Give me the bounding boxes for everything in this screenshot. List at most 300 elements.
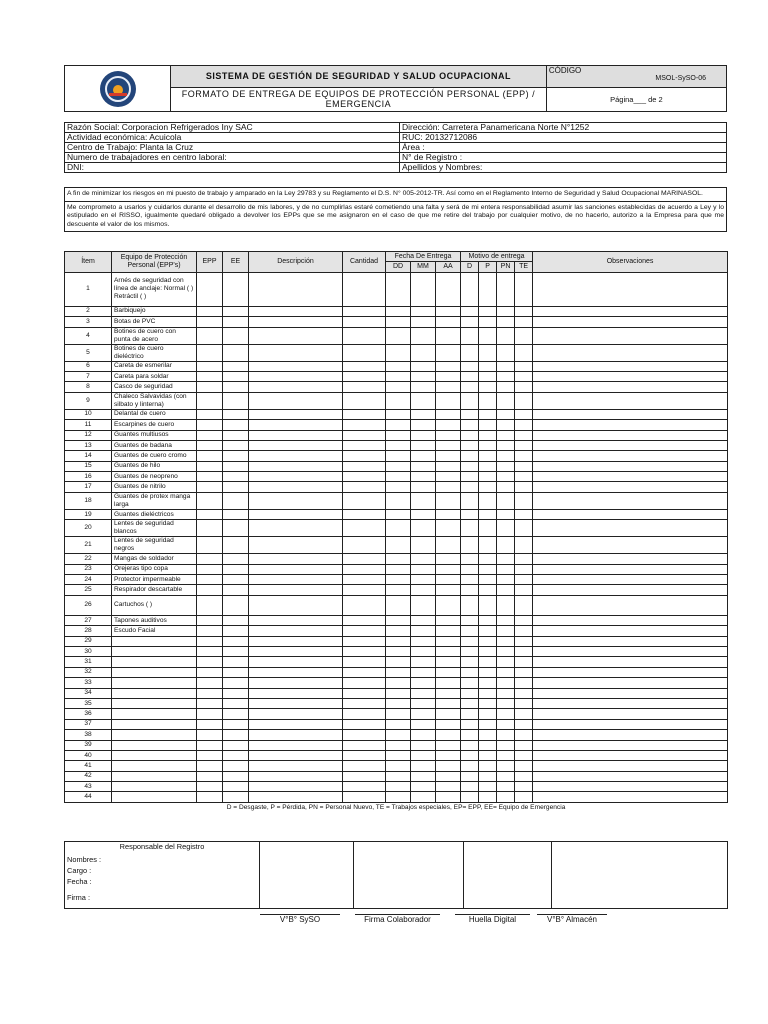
row-input-cell[interactable] [436, 509, 461, 519]
row-input-cell[interactable] [249, 782, 343, 792]
row-input-cell[interactable] [411, 430, 436, 440]
row-input-cell[interactable] [386, 492, 411, 509]
row-input-cell[interactable] [461, 678, 479, 688]
row-input-cell[interactable] [411, 646, 436, 656]
row-input-cell[interactable] [249, 430, 343, 440]
row-input-cell[interactable] [533, 678, 728, 688]
row-input-cell[interactable] [249, 440, 343, 450]
row-input-cell[interactable] [533, 646, 728, 656]
row-input-cell[interactable] [223, 709, 249, 719]
row-input-cell[interactable] [197, 327, 223, 344]
row-input-cell[interactable] [223, 492, 249, 509]
row-input-cell[interactable] [386, 575, 411, 585]
row-input-cell[interactable] [497, 361, 515, 371]
row-input-cell[interactable] [461, 306, 479, 316]
row-input-cell[interactable] [497, 688, 515, 698]
row-input-cell[interactable] [249, 585, 343, 595]
row-input-cell[interactable] [223, 537, 249, 554]
row-input-cell[interactable] [411, 306, 436, 316]
row-input-cell[interactable] [533, 792, 728, 802]
row-input-cell[interactable] [223, 792, 249, 802]
row-input-cell[interactable] [461, 327, 479, 344]
row-input-cell[interactable] [436, 371, 461, 381]
row-input-cell[interactable] [386, 382, 411, 392]
row-input-cell[interactable] [533, 719, 728, 729]
row-input-cell[interactable] [411, 595, 436, 615]
row-input-cell[interactable] [197, 451, 223, 461]
row-input-cell[interactable] [411, 688, 436, 698]
row-input-cell[interactable] [197, 740, 223, 750]
row-input-cell[interactable] [436, 636, 461, 646]
row-input-cell[interactable] [479, 440, 497, 450]
row-input-cell[interactable] [461, 492, 479, 509]
row-input-cell[interactable] [515, 626, 533, 636]
row-input-cell[interactable] [249, 392, 343, 409]
row-input-cell[interactable] [479, 430, 497, 440]
row-input-cell[interactable] [497, 730, 515, 740]
row-input-cell[interactable] [223, 420, 249, 430]
row-input-cell[interactable] [223, 344, 249, 361]
row-input-cell[interactable] [461, 636, 479, 646]
row-input-cell[interactable] [249, 472, 343, 482]
row-input-cell[interactable] [343, 792, 386, 802]
row-input-cell[interactable] [515, 430, 533, 440]
row-input-cell[interactable] [411, 537, 436, 554]
row-input-cell[interactable] [461, 461, 479, 471]
row-input-cell[interactable] [533, 564, 728, 574]
row-input-cell[interactable] [515, 327, 533, 344]
row-input-cell[interactable] [197, 626, 223, 636]
row-input-cell[interactable] [461, 688, 479, 698]
row-input-cell[interactable] [533, 667, 728, 677]
row-input-cell[interactable] [386, 709, 411, 719]
row-input-cell[interactable] [249, 327, 343, 344]
cargo-field[interactable]: Cargo : [67, 866, 92, 875]
row-input-cell[interactable] [249, 564, 343, 574]
row-input-cell[interactable] [533, 392, 728, 409]
row-input-cell[interactable] [386, 730, 411, 740]
row-input-cell[interactable] [223, 782, 249, 792]
row-input-cell[interactable] [223, 509, 249, 519]
row-input-cell[interactable] [249, 492, 343, 509]
row-input-cell[interactable] [497, 472, 515, 482]
row-input-cell[interactable] [515, 575, 533, 585]
row-input-cell[interactable] [533, 595, 728, 615]
row-input-cell[interactable] [479, 698, 497, 708]
row-input-cell[interactable] [461, 392, 479, 409]
row-input-cell[interactable] [515, 792, 533, 802]
row-input-cell[interactable] [479, 709, 497, 719]
row-input-cell[interactable] [461, 420, 479, 430]
row-input-cell[interactable] [497, 420, 515, 430]
row-input-cell[interactable] [197, 615, 223, 625]
row-input-cell[interactable] [197, 792, 223, 802]
row-input-cell[interactable] [461, 646, 479, 656]
row-input-cell[interactable] [497, 382, 515, 392]
row-input-cell[interactable] [223, 575, 249, 585]
row-input-cell[interactable] [223, 554, 249, 564]
row-input-cell[interactable] [386, 344, 411, 361]
row-input-cell[interactable] [497, 615, 515, 625]
row-input-cell[interactable] [461, 698, 479, 708]
row-input-cell[interactable] [411, 520, 436, 537]
row-input-cell[interactable] [533, 361, 728, 371]
row-input-cell[interactable] [386, 409, 411, 419]
row-input-cell[interactable] [436, 451, 461, 461]
row-input-cell[interactable] [249, 771, 343, 781]
row-input-cell[interactable] [223, 585, 249, 595]
row-input-cell[interactable] [223, 564, 249, 574]
row-input-cell[interactable] [479, 461, 497, 471]
row-input-cell[interactable] [249, 678, 343, 688]
row-input-cell[interactable] [386, 761, 411, 771]
row-input-cell[interactable] [411, 392, 436, 409]
row-input-cell[interactable] [411, 709, 436, 719]
row-input-cell[interactable] [515, 636, 533, 646]
row-input-cell[interactable] [223, 698, 249, 708]
row-input-cell[interactable] [436, 730, 461, 740]
row-input-cell[interactable] [533, 750, 728, 760]
row-input-cell[interactable] [461, 761, 479, 771]
row-input-cell[interactable] [436, 440, 461, 450]
row-input-cell[interactable] [533, 272, 728, 306]
row-input-cell[interactable] [249, 636, 343, 646]
row-input-cell[interactable] [533, 306, 728, 316]
row-input-cell[interactable] [197, 272, 223, 306]
row-input-cell[interactable] [461, 595, 479, 615]
row-input-cell[interactable] [223, 392, 249, 409]
row-input-cell[interactable] [479, 451, 497, 461]
row-input-cell[interactable] [461, 782, 479, 792]
row-input-cell[interactable] [343, 657, 386, 667]
row-input-cell[interactable] [411, 472, 436, 482]
row-input-cell[interactable] [479, 482, 497, 492]
row-input-cell[interactable] [343, 782, 386, 792]
row-input-cell[interactable] [436, 615, 461, 625]
row-input-cell[interactable] [515, 472, 533, 482]
row-input-cell[interactable] [479, 771, 497, 781]
row-input-cell[interactable] [197, 420, 223, 430]
row-input-cell[interactable] [479, 636, 497, 646]
row-input-cell[interactable] [461, 740, 479, 750]
row-input-cell[interactable] [461, 430, 479, 440]
row-input-cell[interactable] [479, 761, 497, 771]
row-input-cell[interactable] [436, 361, 461, 371]
row-input-cell[interactable] [197, 371, 223, 381]
row-input-cell[interactable] [497, 272, 515, 306]
row-input-cell[interactable] [497, 750, 515, 760]
row-input-cell[interactable] [223, 719, 249, 729]
row-input-cell[interactable] [515, 306, 533, 316]
row-input-cell[interactable] [411, 667, 436, 677]
row-input-cell[interactable] [515, 615, 533, 625]
row-input-cell[interactable] [223, 730, 249, 740]
row-input-cell[interactable] [515, 344, 533, 361]
row-input-cell[interactable] [249, 409, 343, 419]
row-input-cell[interactable] [249, 317, 343, 327]
row-input-cell[interactable] [223, 678, 249, 688]
row-input-cell[interactable] [343, 585, 386, 595]
row-input-cell[interactable] [436, 537, 461, 554]
row-input-cell[interactable] [497, 585, 515, 595]
row-input-cell[interactable] [461, 719, 479, 729]
row-input-cell[interactable] [197, 382, 223, 392]
row-input-cell[interactable] [249, 761, 343, 771]
row-input-cell[interactable] [436, 657, 461, 667]
row-input-cell[interactable] [515, 709, 533, 719]
row-input-cell[interactable] [386, 509, 411, 519]
row-input-cell[interactable] [436, 750, 461, 760]
row-input-cell[interactable] [497, 595, 515, 615]
row-input-cell[interactable] [497, 482, 515, 492]
row-input-cell[interactable] [411, 719, 436, 729]
row-input-cell[interactable] [411, 371, 436, 381]
row-input-cell[interactable] [197, 392, 223, 409]
row-input-cell[interactable] [479, 272, 497, 306]
row-input-cell[interactable] [515, 585, 533, 595]
row-input-cell[interactable] [223, 771, 249, 781]
row-input-cell[interactable] [223, 451, 249, 461]
row-input-cell[interactable] [343, 382, 386, 392]
row-input-cell[interactable] [343, 520, 386, 537]
row-input-cell[interactable] [249, 509, 343, 519]
row-input-cell[interactable] [436, 667, 461, 677]
row-input-cell[interactable] [479, 420, 497, 430]
row-input-cell[interactable] [497, 636, 515, 646]
row-input-cell[interactable] [249, 750, 343, 760]
row-input-cell[interactable] [515, 440, 533, 450]
row-input-cell[interactable] [343, 409, 386, 419]
row-input-cell[interactable] [343, 472, 386, 482]
row-input-cell[interactable] [386, 792, 411, 802]
row-input-cell[interactable] [461, 520, 479, 537]
row-input-cell[interactable] [515, 782, 533, 792]
row-input-cell[interactable] [386, 537, 411, 554]
row-input-cell[interactable] [533, 492, 728, 509]
row-input-cell[interactable] [411, 636, 436, 646]
row-input-cell[interactable] [515, 392, 533, 409]
row-input-cell[interactable] [479, 626, 497, 636]
row-input-cell[interactable] [197, 564, 223, 574]
row-input-cell[interactable] [386, 719, 411, 729]
row-input-cell[interactable] [343, 327, 386, 344]
row-input-cell[interactable] [249, 646, 343, 656]
row-input-cell[interactable] [497, 709, 515, 719]
row-input-cell[interactable] [386, 750, 411, 760]
row-input-cell[interactable] [223, 750, 249, 760]
row-input-cell[interactable] [386, 636, 411, 646]
row-input-cell[interactable] [343, 667, 386, 677]
row-input-cell[interactable] [343, 344, 386, 361]
row-input-cell[interactable] [497, 520, 515, 537]
row-input-cell[interactable] [197, 409, 223, 419]
row-input-cell[interactable] [436, 646, 461, 656]
row-input-cell[interactable] [497, 761, 515, 771]
row-input-cell[interactable] [197, 472, 223, 482]
row-input-cell[interactable] [533, 782, 728, 792]
row-input-cell[interactable] [436, 420, 461, 430]
row-input-cell[interactable] [197, 719, 223, 729]
row-input-cell[interactable] [343, 564, 386, 574]
row-input-cell[interactable] [479, 327, 497, 344]
row-input-cell[interactable] [436, 740, 461, 750]
row-input-cell[interactable] [223, 361, 249, 371]
row-input-cell[interactable] [497, 537, 515, 554]
row-input-cell[interactable] [411, 409, 436, 419]
row-input-cell[interactable] [411, 626, 436, 636]
row-input-cell[interactable] [533, 615, 728, 625]
row-input-cell[interactable] [249, 420, 343, 430]
row-input-cell[interactable] [479, 509, 497, 519]
row-input-cell[interactable] [533, 537, 728, 554]
row-input-cell[interactable] [343, 420, 386, 430]
row-input-cell[interactable] [343, 740, 386, 750]
row-input-cell[interactable] [461, 409, 479, 419]
row-input-cell[interactable] [223, 430, 249, 440]
row-input-cell[interactable] [386, 626, 411, 636]
row-input-cell[interactable] [497, 430, 515, 440]
row-input-cell[interactable] [223, 461, 249, 471]
row-input-cell[interactable] [461, 451, 479, 461]
row-input-cell[interactable] [461, 709, 479, 719]
row-input-cell[interactable] [386, 520, 411, 537]
row-input-cell[interactable] [533, 730, 728, 740]
row-input-cell[interactable] [479, 537, 497, 554]
row-input-cell[interactable] [461, 509, 479, 519]
firma-field[interactable]: Firma : [67, 893, 90, 902]
row-input-cell[interactable] [461, 750, 479, 760]
row-input-cell[interactable] [249, 719, 343, 729]
row-input-cell[interactable] [461, 317, 479, 327]
row-input-cell[interactable] [515, 509, 533, 519]
row-input-cell[interactable] [461, 792, 479, 802]
row-input-cell[interactable] [461, 615, 479, 625]
row-input-cell[interactable] [197, 575, 223, 585]
row-input-cell[interactable] [533, 698, 728, 708]
row-input-cell[interactable] [479, 667, 497, 677]
row-input-cell[interactable] [223, 657, 249, 667]
row-input-cell[interactable] [515, 520, 533, 537]
row-input-cell[interactable] [343, 595, 386, 615]
row-input-cell[interactable] [497, 327, 515, 344]
row-input-cell[interactable] [223, 482, 249, 492]
row-input-cell[interactable] [461, 472, 479, 482]
row-input-cell[interactable] [197, 344, 223, 361]
row-input-cell[interactable] [533, 482, 728, 492]
row-input-cell[interactable] [249, 554, 343, 564]
row-input-cell[interactable] [411, 575, 436, 585]
row-input-cell[interactable] [497, 492, 515, 509]
row-input-cell[interactable] [343, 771, 386, 781]
row-input-cell[interactable] [386, 585, 411, 595]
row-input-cell[interactable] [533, 585, 728, 595]
row-input-cell[interactable] [436, 554, 461, 564]
row-input-cell[interactable] [249, 451, 343, 461]
row-input-cell[interactable] [533, 520, 728, 537]
row-input-cell[interactable] [533, 657, 728, 667]
row-input-cell[interactable] [223, 327, 249, 344]
row-input-cell[interactable] [515, 461, 533, 471]
row-input-cell[interactable] [411, 327, 436, 344]
row-input-cell[interactable] [197, 537, 223, 554]
row-input-cell[interactable] [436, 382, 461, 392]
row-input-cell[interactable] [515, 317, 533, 327]
row-input-cell[interactable] [515, 657, 533, 667]
row-input-cell[interactable] [461, 575, 479, 585]
row-input-cell[interactable] [515, 537, 533, 554]
row-input-cell[interactable] [411, 451, 436, 461]
row-input-cell[interactable] [497, 317, 515, 327]
row-input-cell[interactable] [411, 615, 436, 625]
row-input-cell[interactable] [436, 482, 461, 492]
row-input-cell[interactable] [436, 585, 461, 595]
row-input-cell[interactable] [497, 792, 515, 802]
row-input-cell[interactable] [411, 420, 436, 430]
row-input-cell[interactable] [343, 698, 386, 708]
row-input-cell[interactable] [343, 272, 386, 306]
row-input-cell[interactable] [436, 626, 461, 636]
row-input-cell[interactable] [515, 554, 533, 564]
row-input-cell[interactable] [461, 585, 479, 595]
row-input-cell[interactable] [461, 440, 479, 450]
row-input-cell[interactable] [249, 626, 343, 636]
row-input-cell[interactable] [436, 272, 461, 306]
row-input-cell[interactable] [249, 657, 343, 667]
row-input-cell[interactable] [249, 792, 343, 802]
row-input-cell[interactable] [436, 709, 461, 719]
row-input-cell[interactable] [533, 371, 728, 381]
row-input-cell[interactable] [479, 678, 497, 688]
row-input-cell[interactable] [479, 520, 497, 537]
row-input-cell[interactable] [197, 709, 223, 719]
row-input-cell[interactable] [479, 730, 497, 740]
row-input-cell[interactable] [515, 750, 533, 760]
row-input-cell[interactable] [515, 595, 533, 615]
row-input-cell[interactable] [386, 451, 411, 461]
row-input-cell[interactable] [533, 461, 728, 471]
row-input-cell[interactable] [411, 771, 436, 781]
row-input-cell[interactable] [436, 792, 461, 802]
row-input-cell[interactable] [436, 564, 461, 574]
row-input-cell[interactable] [249, 344, 343, 361]
row-input-cell[interactable] [197, 306, 223, 316]
row-input-cell[interactable] [515, 678, 533, 688]
row-input-cell[interactable] [411, 792, 436, 802]
row-input-cell[interactable] [411, 740, 436, 750]
row-input-cell[interactable] [249, 667, 343, 677]
row-input-cell[interactable] [533, 575, 728, 585]
row-input-cell[interactable] [411, 361, 436, 371]
row-input-cell[interactable] [497, 667, 515, 677]
row-input-cell[interactable] [479, 740, 497, 750]
row-input-cell[interactable] [386, 782, 411, 792]
row-input-cell[interactable] [223, 317, 249, 327]
row-input-cell[interactable] [515, 451, 533, 461]
row-input-cell[interactable] [479, 688, 497, 698]
row-input-cell[interactable] [436, 771, 461, 781]
row-input-cell[interactable] [436, 392, 461, 409]
row-input-cell[interactable] [515, 420, 533, 430]
row-input-cell[interactable] [249, 461, 343, 471]
row-input-cell[interactable] [343, 646, 386, 656]
row-input-cell[interactable] [461, 730, 479, 740]
row-input-cell[interactable] [515, 382, 533, 392]
row-input-cell[interactable] [411, 482, 436, 492]
row-input-cell[interactable] [533, 409, 728, 419]
row-input-cell[interactable] [343, 719, 386, 729]
row-input-cell[interactable] [197, 585, 223, 595]
row-input-cell[interactable] [223, 761, 249, 771]
